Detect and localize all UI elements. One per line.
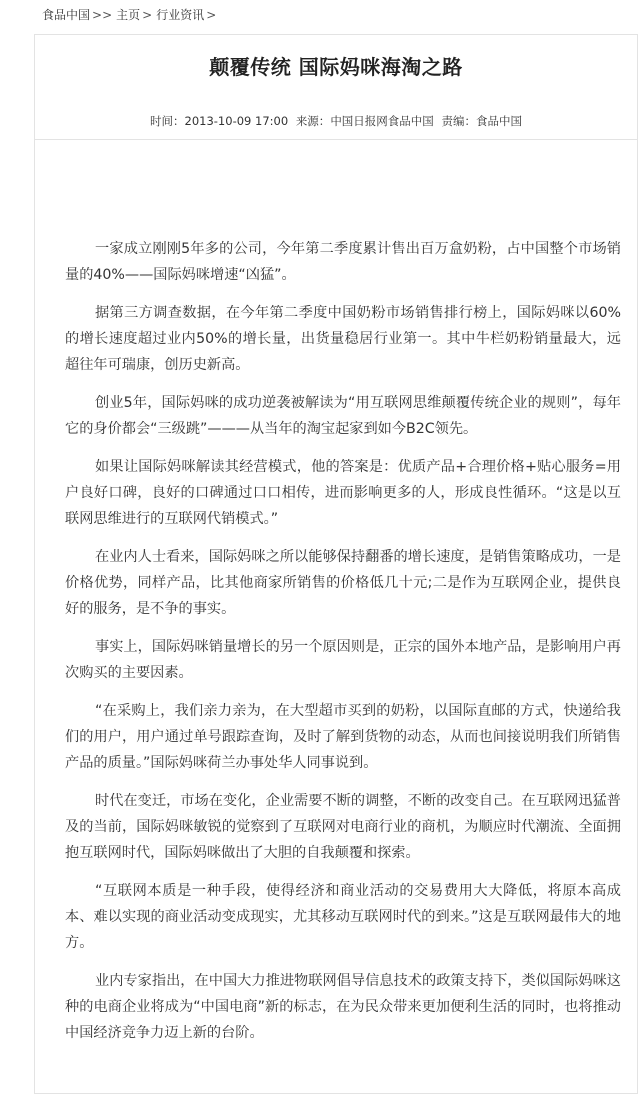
breadcrumb-home-link[interactable]: 食品中国 xyxy=(42,8,91,22)
breadcrumb-main-link[interactable]: 主页 xyxy=(116,8,141,22)
breadcrumb-separator: > xyxy=(206,8,217,22)
article-paragraph: “在采购上，我们亲力亲为，在大型超市买到的奶粉，以国际直邮的方式，快递给我们的用户，用户通过单号跟踪查询，及时了解到货物的动态，从而也间接说明我们所销售产品的质量。”国际妈咪荷兰办事处华人同事说到。 xyxy=(65,703,621,771)
publish-time: 2013-10-09 17:00 xyxy=(184,114,289,128)
article-body xyxy=(35,140,637,1046)
article-paragraph: 一家成立刚刚5年多的公司，今年第二季度累计售出百万盒奶粉，占中国整个市场销量的40%——国际妈咪增速“凶猛”。 xyxy=(65,241,621,283)
article-container xyxy=(34,34,638,1094)
article-paragraph: 时代在变迁，市场在变化，企业需要不断的调整，不断的改变自己。在互联网迅猛普及的当前，国际妈咪敏锐的觉察到了互联网对电商行业的商机，为顺应时代潮流、全面拥抱互联网时代，国际妈咪做出了大胆的自我颠覆和探索。 xyxy=(65,793,621,861)
article-paragraph: 业内专家指出，在中国大力推进物联网倡导信息技术的政策支持下，类似国际妈咪这种的电商企业将成为“中国电商”新的标志，在为民众带来更加便利生活的同时，也将推动中国经济竞争力迈上新的台阶。 xyxy=(65,973,621,1041)
editor-label: 责编： xyxy=(441,114,476,128)
breadcrumb-section-link[interactable]: 行业资讯 xyxy=(156,8,205,22)
breadcrumb xyxy=(42,5,220,25)
source-label: 来源： xyxy=(295,114,331,128)
article-paragraph: 如果让国际妈咪解读其经营模式，他的答案是：优质产品+合理价格+贴心服务=用户良好口碑，良好的口碑通过口口相传，进而影响更多的人，形成良性循环。“这是以互联网思维进行的互联网代销模式。” xyxy=(65,459,621,527)
breadcrumb-separator: >> xyxy=(92,8,113,22)
article-paragraph: “互联网本质是一种手段，使得经济和商业活动的交易费用大大降低，将原本高成本、难以实现的商业活动变成现实，尤其移动互联网时代的到来。”这是互联网最伟大的地方。 xyxy=(65,883,621,951)
article-meta xyxy=(35,113,637,129)
time-label: 时间： xyxy=(150,114,185,128)
article-title: 颠覆传统 国际妈咪海淘之路 xyxy=(209,55,463,79)
article-paragraph: 创业5年，国际妈咪的成功逆袭被解读为“用互联网思维颠覆传统企业的规则”，每年它的身价都会“三级跳”———从当年的淘宝起家到如今B2C领先。 xyxy=(65,395,621,437)
article-paragraph: 据第三方调查数据，在今年第二季度中国奶粉市场销售排行榜上，国际妈咪以60%的增长速度超过业内50%的增长量，出货量稳居行业第一。其中牛栏奶粉销量最大，远超往年可瑞康，创历史新高。 xyxy=(65,305,621,373)
article-header xyxy=(35,35,637,140)
breadcrumb-separator: > xyxy=(142,8,153,22)
article-editor: 食品中国 xyxy=(475,114,522,128)
article-source: 中国日报网食品中国 xyxy=(330,114,434,128)
article-paragraph: 在业内人士看来，国际妈咪之所以能够保持翻番的增长速度，是销售策略成功，一是价格优势，同样产品，比其他商家所销售的价格低几十元;二是作为互联网企业，提供良好的服务，是不争的事实。 xyxy=(65,549,621,617)
article-paragraph: 事实上，国际妈咪销量增长的另一个原因则是，正宗的国外本地产品，是影响用户再次购买的主要因素。 xyxy=(65,639,621,681)
